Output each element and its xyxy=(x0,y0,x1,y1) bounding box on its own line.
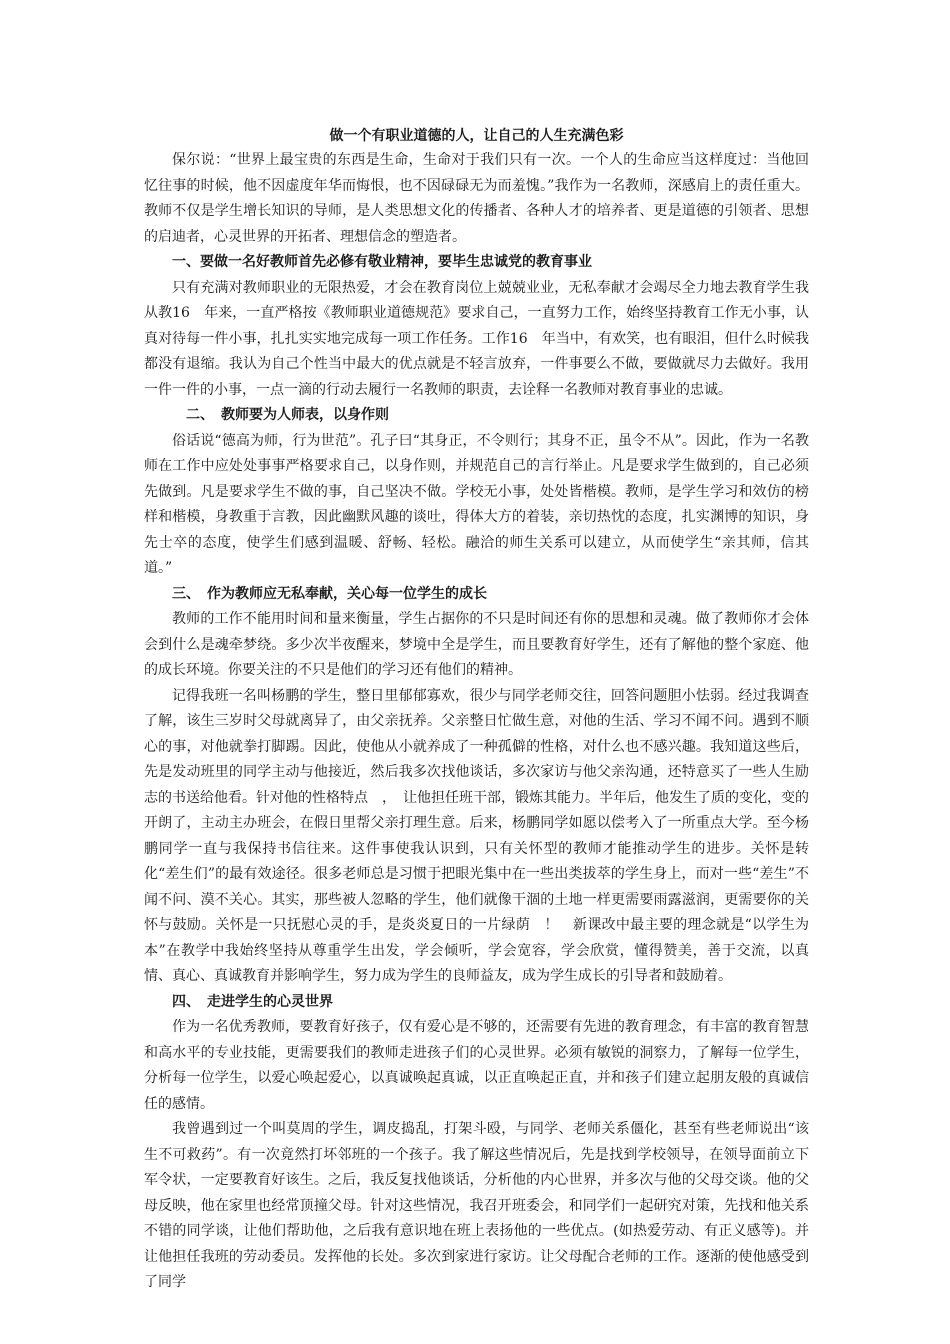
document-title: 做一个有职业道德的人，让自己的人生充满色彩 xyxy=(329,128,624,144)
intro-paragraph: 保尔说：“世界上最宝贵的东西是生命，生命对于我们只有一次。一个人的生命应当这样度过：当他回忆往事的时候，他不因虚度年华而悔恨，也不因碌碌无为而羞愧。”我作为一名教师，深感肩上的责任重大。教师不仅是学生增长知识的导师，是人类思想文化的传播者、各种人才的培养者、更是道德的引领者、思想的启迪者，心灵世界的开拓者、理想信念的塑造者。 xyxy=(144,152,809,245)
section-4-paragraph-1: 作为一名优秀教师，要教育好孩子，仅有爱心是不够的，还需要有先进的教育理念，有丰富的教育智慧和高水平的专业技能，更需要我们的教师走进孩子们的心灵世界。必须有敏锐的洞察力，了解每一位学生，分析每一位学生，以爱心唤起爱心，以真诚唤起真诚，以正直唤起正直，并和孩子们建立起朋友般的真诚信任的感情。 xyxy=(144,1019,809,1112)
section-4-heading: 四、 走进学生的心灵世界 xyxy=(172,993,333,1010)
section-3-paragraph-2: 记得我班一名叫杨鹏的学生，整日里郁郁寡欢，很少与同学老师交往，回答问题胆小怯弱。经过我调查了解，该生三岁时父母就离异了，由父亲抚养。父亲整日忙做生意，对他的生活、学习不闻不问。遇到不顺心的事，对他就拳打脚踢。因此，使他从小就养成了一种孤僻的性格，对什么也不感兴趣。我知道这些后，先是发动班里的同学主动与他接近，然后我多次找他谈话，多次家访与他父亲沟通，还特意买了一些人生励志的书送给他看。针对他的性格特点 ， 让他担任班干部，锻炼其能力。半年后，他发生了质的变化，变的开朗了，主动主办班会，在假日里帮父亲打理生意。后来，杨鹏同学如愿以偿考入了一所重点大学。至今杨鹏同学一直与我保持书信往来。这件事使我认识到，只有关怀型的教师才能推动学生的进步。关怀是转化“差生们”的最有效途径。很多老师总是习惯于把眼光集中在一些出类拔萃的学生身上，而对一些“差生”不闻不问、漠不关心。其实，那些被人忽略的学生，他们就像干涸的土地一样更需要雨露滋润，更需要你的关怀与鼓励。关怀是一只抚慰心灵的手，是炎炎夏日的一片绿荫 ！ 新课改中最主要的理念就是“以学生为本”在教学中我始终坚持从尊重学生出发，学会倾听，学会宽容，学会欣赏，懂得赞美，善于交流，以真情、真心、真诚教育并影响学生，努力成为学生的良师益友，成为学生成长的引导者和鼓励着。 xyxy=(144,687,809,984)
section-2-paragraph-1: 俗话说“德高为师，行为世范”。孔子曰“其身正，不令则行；其身不正，虽令不从”。因此，作为一名教师在工作中应处处事事严格要求自己，以身作则，并规范自己的言行举止。凡是要求学生做到的，自己必须先做到。凡是要求学生不做的事，自己坚决不做。学校无小事，处处皆楷模。教师，是学生学习和效仿的榜样和楷模，身教重于言教，因此幽默风趣的谈吐，得体大方的着装，亲切热忱的态度，扎实渊博的知识，身先士卒的态度，使学生们感到温暖、舒畅、轻松。融洽的师生关系可以建立，从而使学生“亲其师，信其道。” xyxy=(144,432,809,576)
section-1-heading: 一、要做一名好教师首先必修有敬业精神，要毕生忠诚党的教育事业 xyxy=(172,254,592,270)
document-page xyxy=(144,124,809,1296)
section-3-heading: 三、 作为教师应无私奉献，关心每一位学生的成长 xyxy=(172,585,487,602)
section-1-paragraph-1: 只有充满对教师职业的无限热爱，才会在教育岗位上兢兢业业，无私奉献才会竭尽全力地去教育学生我从教16 年来，一直严格按《教师职业道德规范》要求自己，一直努力工作，始终坚持教育工作无小事，认真对待每一件小事，扎扎实实地完成每一项工作任务。工作16 年当中，有欢笑，也有眼泪，但什么时候我都没有退缩。我认为自己个性当中最大的优点就是不轻言放弃，一件事要么不做，要做就尽力去做好。我用一件一件的小事，一点一滴的行动去履行一名教师的职责，去诠释一名教师对教育事业的忠诚。 xyxy=(144,279,809,398)
section-2-heading: 二、 教师要为人师表，以身作则 xyxy=(186,407,389,423)
section-4-paragraph-2: 我曾遇到过一个叫莫周的学生，调皮捣乱，打架斗殴，与同学、老师关系僵化，甚至有些老师说出“该生不可救药”。有一次竟然打坏邻班的一个孩子。我了解这些情况后，先是找到学校领导，在领导面前立下军令状，一定要教育好该生。之后，我反复找他谈话，分析他的内心世界，并多次与他的父母交谈。他的父母反映，他在家里也经常顶撞父母。针对这些情况，我召开班委会，和同学们一起研究对策，先找和他关系不错的同学谈，让他们帮助他，之后我有意识地在班上表扬他的一些优点。(如热爱劳动、有正义感等)。并让他担任我班的劳动委员。发挥他的长处。多次到家进行家访。让父母配合老师的工作。逐渐的使他感受到了同学 xyxy=(144,1121,809,1290)
section-3-paragraph-1: 教师的工作不能用时间和量来衡量，学生占据你的不只是时间还有你的思想和灵魂。做了教师你才会体会到什么是魂牵梦绕。多少次半夜醒来，梦境中全是学生，而且要教育好学生，还有了解他的整个家庭、他的成长环境。你要关注的不只是他们的学习还有他们的精神。 xyxy=(144,611,809,678)
